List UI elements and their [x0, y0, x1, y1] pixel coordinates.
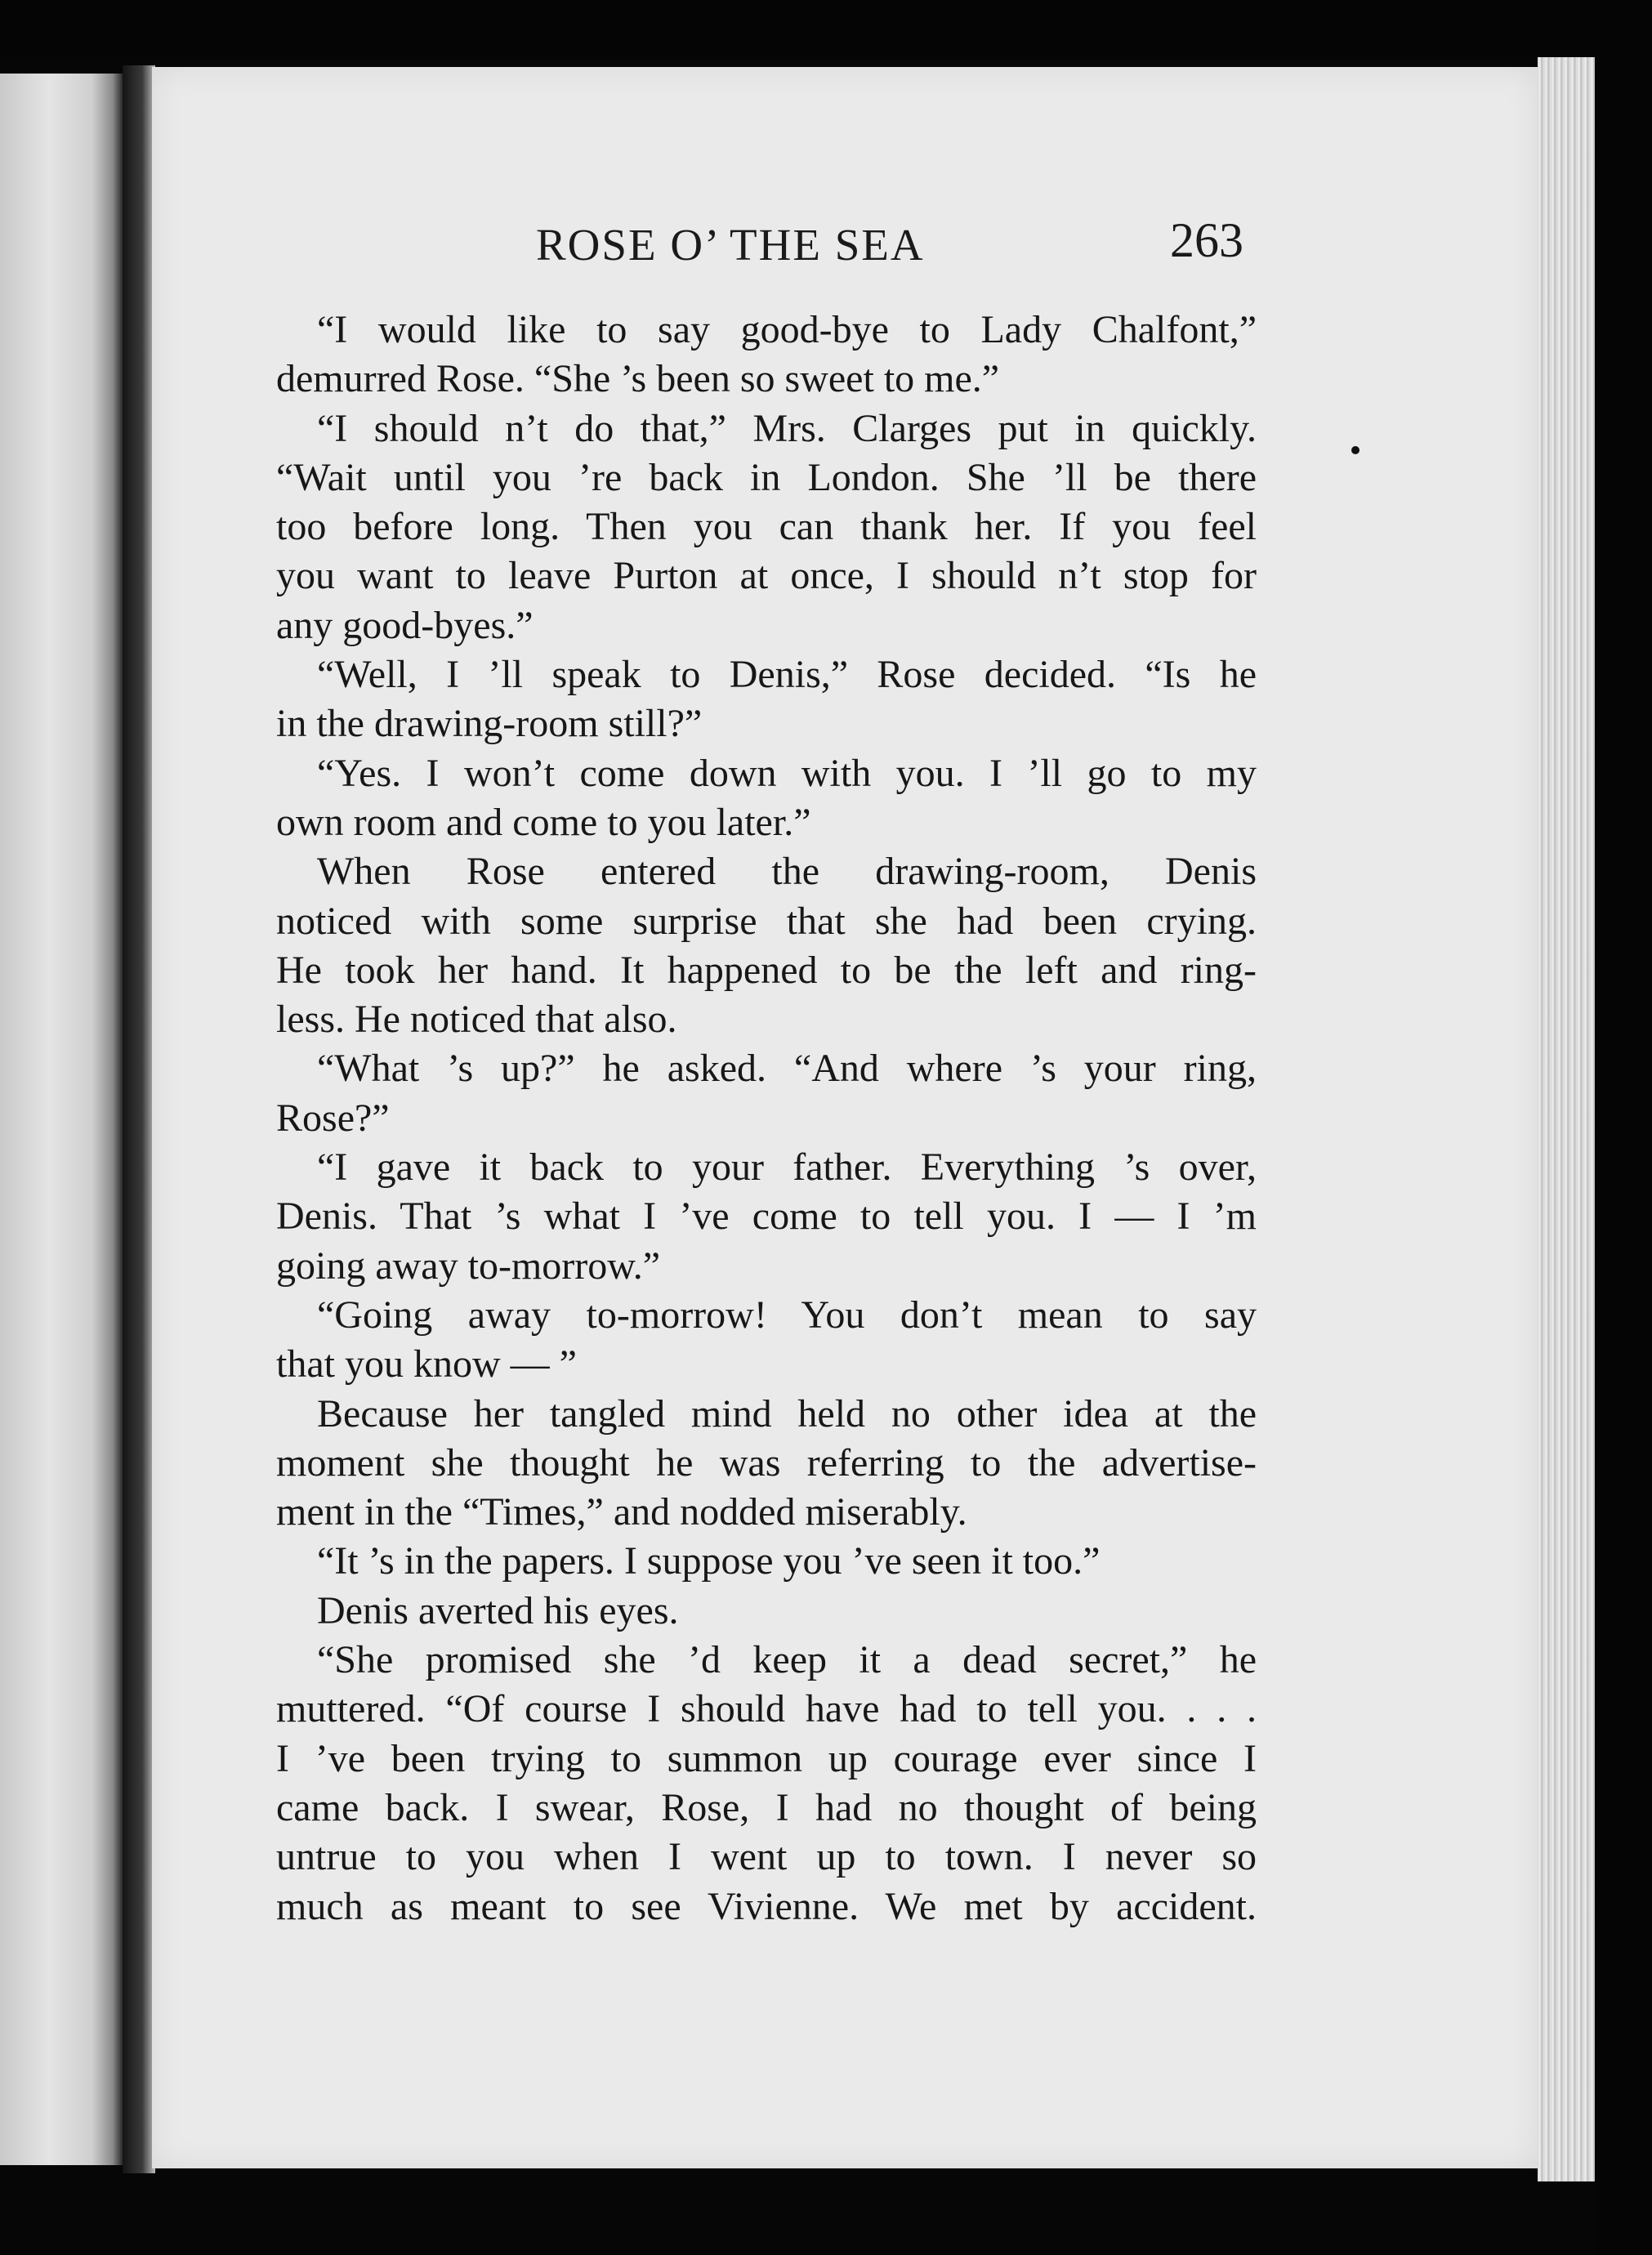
text-line: “Going away to-morrow! You don’t mean to say	[317, 1293, 1257, 1337]
text-line: moment she thought he was referring to the advertise-	[276, 1440, 1257, 1485]
text-line: untrue to you when I went up to town. I never so	[276, 1835, 1257, 1879]
text-line: ment in the “Times,” and nodded miserably.	[276, 1490, 967, 1534]
text-line: He took her hand. It happened to be the left and ring-	[276, 948, 1257, 992]
page-number: 263	[1170, 213, 1243, 267]
body-text	[276, 306, 1257, 1931]
text-line: “I would like to say good-bye to Lady Chalfont,”	[317, 308, 1257, 351]
text-line: much as meant to see Vivienne. We met by accident.	[276, 1884, 1257, 1928]
text-line: Because her tangled mind held no other idea at the	[317, 1391, 1257, 1436]
text-line: any good-byes.”	[276, 603, 534, 647]
text-line: “What ’s up?” he asked. “And where ’s your ring,	[317, 1047, 1257, 1091]
text-line: “She promised she ’d keep it a dead secret,” he	[317, 1638, 1257, 1682]
text-line: “It ’s in the papers. I suppose you ’ve seen it too.”	[317, 1539, 1101, 1583]
text-line: When Rose entered the drawing-room, Denis	[317, 850, 1257, 894]
running-head	[276, 213, 1257, 284]
text-line: that you know — ”	[276, 1342, 577, 1386]
text-line: noticed with some surprise that she had been crying.	[276, 899, 1257, 943]
page-stack-edge	[1538, 57, 1595, 2181]
ink-speck	[1351, 446, 1360, 454]
text-line: in the drawing-room still?”	[276, 702, 703, 746]
text-line: less. He noticed that also.	[276, 998, 677, 1042]
text-line: “Yes. I won’t come down with you. I ’ll go to my	[317, 751, 1257, 795]
text-line: muttered. “Of course I should have had to tell you. . . .	[276, 1687, 1257, 1731]
spine-shadow	[123, 65, 155, 2173]
text-line: you want to leave Purton at once, I should n’t stop for	[276, 554, 1257, 598]
text-line: too before long. Then you can thank her. If you feel	[276, 505, 1257, 549]
text-line: “I gave it back to your father. Everything ’s over,	[317, 1145, 1257, 1190]
left-page-edge	[0, 74, 123, 2165]
text-line: Rose?”	[276, 1096, 390, 1140]
text-line: own room and come to you later.”	[276, 800, 811, 844]
text-line: demurred Rose. “She ’s been so sweet to me.”	[276, 357, 1000, 401]
text-line: “Well, I ’ll speak to Denis,” Rose decided. “Is he	[317, 653, 1257, 697]
text-line: came back. I swear, Rose, I had no thought of being	[276, 1785, 1257, 1829]
background-right	[1595, 0, 1652, 2255]
background-top	[0, 0, 1652, 57]
text-line: going away to-morrow.”	[276, 1244, 661, 1288]
text-line: “Wait until you ’re back in London. She ’ll be there	[276, 455, 1257, 499]
text-line: Denis. That ’s what I ’ve come to tell you. I — I ’m	[276, 1194, 1257, 1239]
running-title: ROSE O’ THE SEA	[536, 220, 925, 270]
text-line: Denis averted his eyes.	[317, 1588, 679, 1632]
text-line: I ’ve been trying to summon up courage ever since I	[276, 1736, 1257, 1780]
text-line: “I should n’t do that,” Mrs. Clarges put in quickly.	[317, 406, 1257, 450]
